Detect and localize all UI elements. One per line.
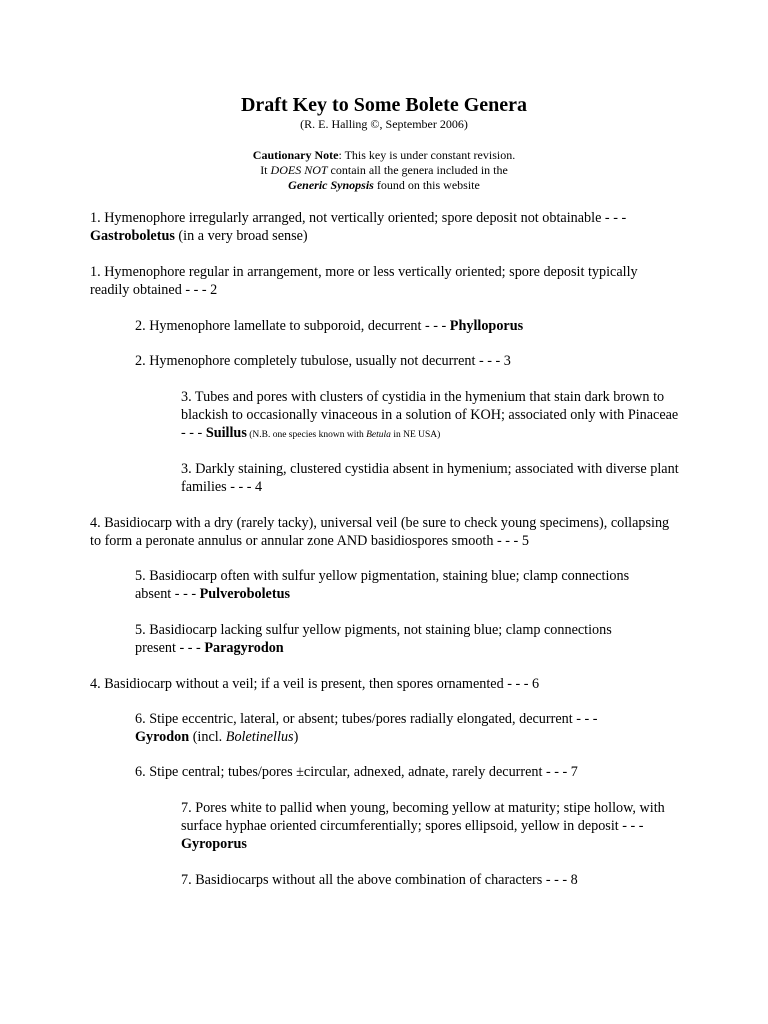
key-couplet-5b: 5. Basidiocarp lacking sulfur yellow pigments, not staining blue; clamp connections present - - - Paragyrodon [135,622,612,656]
genus-name: Gyrodon [135,729,190,745]
key-couplet-5a: 5. Basidiocarp often with sulfur yellow pigmentation, staining blue; clamp connections absent - - - Pulveroboletus [135,568,630,602]
genus-name: Gastroboletus [90,228,175,244]
key-couplet-4a: 4. Basidiocarp with a dry (rarely tacky), universal veil (be sure to check young specimens), collapsing to form a peronate annulus or annular zone AND basidiospores smooth - - - 5 [90,515,670,549]
caution-label: Cautionary Note [252,148,339,162]
key-couplet-3b: 3. Darkly staining, clustered cystidia absent in hymenium; associated with diverse plant families - - - 4 [181,461,679,495]
cautionary-note [0,148,768,193]
key-couplet-2a: 2. Hymenophore lamellate to subporoid, decurrent - - - Phylloporus [135,318,524,334]
key-couplet-1b: 1. Hymenophore regular in arrangement, more or less vertically oriented; spore deposit typically readily obtained - - - 2 [90,264,638,298]
caution-line-2: It DOES NOT contain all the genera included in the [260,163,508,177]
key-couplet-6b: 6. Stipe central; tubes/pores ±circular, adnexed, adnate, rarely decurrent - - - 7 [135,764,578,780]
key-couplet-1a: 1. Hymenophore irregularly arranged, not vertically oriented; spore deposit not obtainable - - - Gastroboletus (in a very broad sense) [90,210,627,244]
genus-name: Pulveroboletus [199,586,290,602]
author-byline: (R. E. Halling ©, September 2006) [300,117,468,131]
key-couplet-7b: 7. Basidiocarps without all the above combination of characters - - - 8 [181,872,578,888]
genus-name: Suillus [205,425,247,441]
key-couplet-3a: 3. Tubes and pores with clusters of cystidia in the hymenium that stain dark brown to blackish to occasionally vinaceous in a solution of KOH; associated only with Pinaceae - - - Suillus (N.B. one species known with Betula in NE USA) [181,389,679,441]
genus-name: Paragyrodon [204,640,284,656]
key-couplet-4b: 4. Basidiocarp without a veil; if a veil is present, then spores ornamented - - - 6 [90,676,540,692]
caution-line-3: Generic Synopsis found on this website [288,178,480,192]
genus-name: Phylloporus [449,318,524,334]
document-title: Draft Key to Some Bolete Genera [240,94,527,116]
caution-line-1: Cautionary Note: This key is under constant revision. [252,148,516,162]
key-couplet-2b: 2. Hymenophore completely tubulose, usually not decurrent - - - 3 [135,353,511,369]
genus-name: Gyroporus [181,836,247,852]
key-couplet-7a: 7. Pores white to pallid when young, becoming yellow at maturity; stipe hollow, with surface hyphae oriented circumferentially; spores ellipsoid, yellow in deposit - - - Gyroporus [181,800,665,852]
key-couplet-6a: 6. Stipe eccentric, lateral, or absent; tubes/pores radially elongated, decurrent - - - Gyrodon (incl. Boletinellus) [135,711,598,745]
